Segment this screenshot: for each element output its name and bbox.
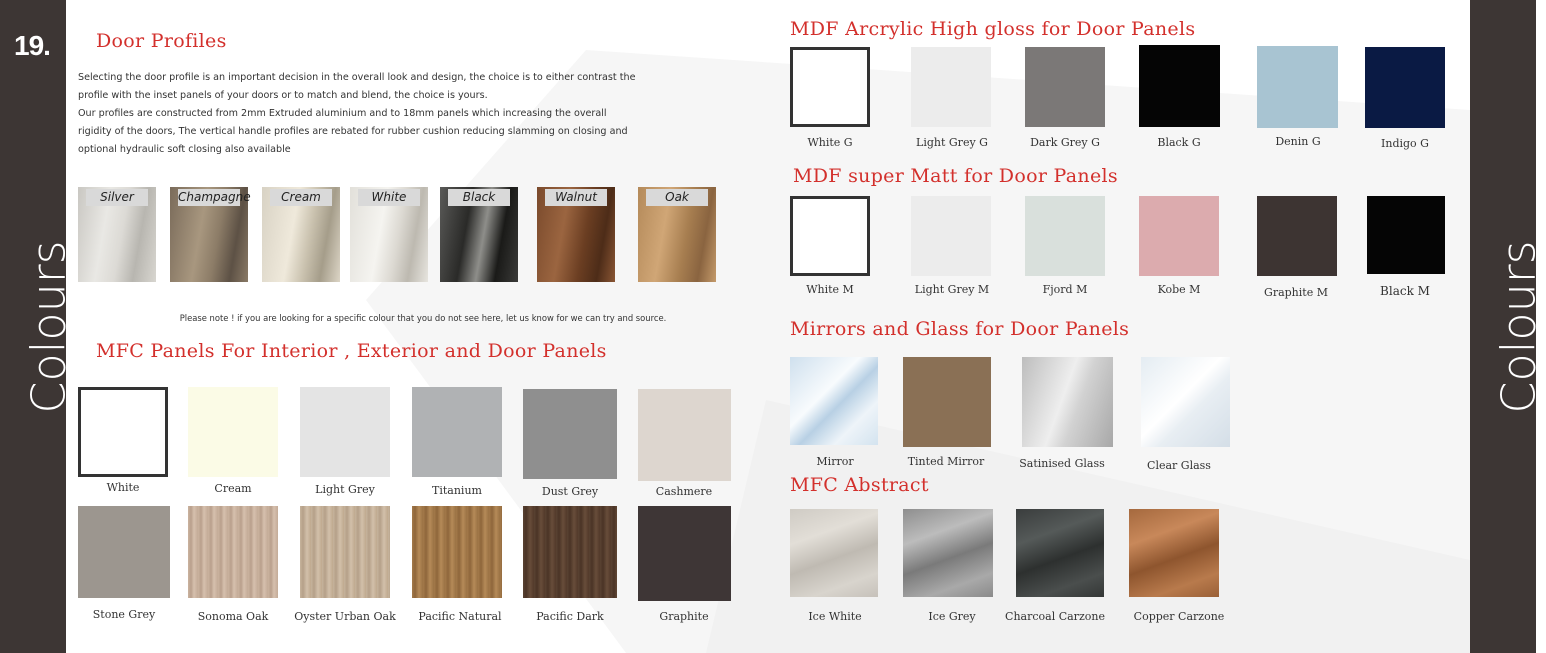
swatch-caption: Cream: [214, 482, 252, 495]
door-profiles-title: Door Profiles: [96, 30, 227, 52]
swatch-charcoal-carzone: [1016, 509, 1104, 597]
swatch-caption: White M: [806, 283, 854, 296]
swatch-caption: Copper Carzone: [1133, 610, 1225, 623]
swatch-light-grey: [300, 387, 390, 477]
swatch-pacific-dark: [523, 506, 617, 598]
swatch-caption: Black G: [1157, 136, 1201, 149]
swatch-white: [78, 387, 168, 477]
swatch-caption: Tinted Mirror: [907, 455, 985, 468]
swatch-cream: [188, 387, 278, 477]
swatch-caption: Denin G: [1275, 135, 1321, 148]
mdf-gloss-title: MDF Arcrylic High gloss for Door Panels: [790, 18, 1196, 40]
swatch-caption: Ice Grey: [928, 610, 976, 623]
swatch-caption: Ice White: [808, 610, 862, 623]
swatch-cashmere: [638, 389, 731, 481]
swatch-caption: Titanium: [432, 484, 482, 497]
profile-white: [350, 187, 428, 282]
profile-champagne: [170, 187, 251, 282]
side-label-right: Colours: [1491, 240, 1546, 414]
swatch-black-g: [1139, 45, 1220, 127]
description-line: Our profiles are constructed from 2mm Extruded aluminium and to 18mm panels which increasing the overall: [78, 108, 607, 119]
door-profiles-description: [78, 69, 648, 159]
swatch-caption: Pacific Natural: [418, 610, 502, 623]
description-line: profile with the inset panels of your doors or to match and blend, the choice is yours.: [78, 90, 488, 101]
side-label-left: Colours: [21, 240, 76, 414]
swatch-white-g: [790, 47, 870, 127]
profile-cream: [262, 187, 340, 282]
profile-walnut: [537, 187, 615, 282]
swatch-caption: Cashmere: [655, 485, 713, 498]
swatch-fjord-m: [1025, 196, 1105, 276]
swatch-caption: Mirror: [816, 455, 854, 468]
profile-label: Cream: [270, 189, 332, 206]
swatch-caption: White: [106, 481, 140, 494]
swatch-black-m: [1367, 196, 1445, 274]
mirrors-title: Mirrors and Glass for Door Panels: [790, 318, 1130, 340]
description-line: Selecting the door profile is an important decision in the overall look and design, the choice is to either contrast the: [78, 72, 636, 83]
page-number: 19.: [14, 30, 50, 61]
swatch-kobe-m: [1139, 196, 1219, 276]
swatch-caption: Clear Glass: [1147, 459, 1211, 472]
swatch-clear-glass: [1141, 357, 1230, 447]
swatch-caption: Indigo G: [1381, 137, 1429, 150]
swatch-caption: Black M: [1380, 284, 1430, 298]
swatch-caption: Charcoal Carzone: [1005, 610, 1105, 623]
description-line: rigidity of the doors, The vertical handle profiles are rebated for rubber cushion reducing slamming on closing and: [78, 126, 628, 137]
swatch-caption: Fjord M: [1042, 283, 1088, 296]
swatch-ice-grey: [903, 509, 993, 597]
profile-label: White: [358, 189, 420, 206]
swatch-indigo-g: [1365, 47, 1445, 128]
swatch-dark-grey-g: [1025, 47, 1105, 127]
swatch-caption: Kobe M: [1157, 283, 1201, 296]
swatch-caption: Satinised Glass: [1019, 457, 1105, 470]
profile-label: Black: [448, 189, 510, 206]
swatch-pacific-natural: [412, 506, 502, 598]
swatch-caption: Stone Grey: [92, 608, 156, 621]
profile-label: Champagne: [178, 190, 251, 204]
swatch-light-grey-g: [911, 47, 991, 127]
swatch-caption: Dust Grey: [541, 485, 599, 498]
swatch-caption: White G: [807, 136, 853, 149]
swatch-caption: Light Grey: [315, 483, 375, 496]
profile-label: Oak: [646, 189, 708, 206]
swatch-satinised-glass: [1022, 357, 1113, 447]
swatch-dust-grey: [523, 389, 617, 479]
swatch-sonoma-oak: [188, 506, 278, 598]
swatch-oyster-urban-oak: [300, 506, 390, 598]
swatch-denin-g: [1257, 46, 1338, 128]
swatch-caption: Graphite M: [1264, 286, 1328, 299]
swatch-caption: Oyster Urban Oak: [294, 610, 396, 623]
swatch-light-grey-m: [911, 196, 991, 276]
swatch-caption: Graphite: [659, 610, 709, 623]
profile-oak: [638, 187, 716, 282]
swatch-tinted-mirror: [903, 357, 991, 447]
swatch-caption: Light Grey M: [914, 283, 990, 296]
profile-black: [440, 187, 518, 282]
swatch-titanium: [412, 387, 502, 477]
swatch-caption: Light Grey G: [916, 136, 988, 149]
mdf-matt-title: MDF super Matt for Door Panels: [793, 165, 1118, 187]
mfc-abstract-title: MFC Abstract: [790, 474, 929, 496]
mfc-panels-title: MFC Panels For Interior , Exterior and Door Panels: [96, 340, 607, 362]
description-line: optional hydraulic soft closing also available: [78, 144, 291, 155]
swatch-caption: Pacific Dark: [536, 610, 604, 623]
profile-label: Walnut: [545, 189, 607, 206]
swatch-caption: Sonoma Oak: [197, 610, 269, 623]
swatch-graphite: [638, 506, 731, 601]
profile-label: Silver: [86, 189, 148, 206]
swatch-copper-carzone: [1129, 509, 1219, 597]
colour-note: Please note ! if you are looking for a specific colour that you do not see here, let us know for we can try and source.: [179, 313, 667, 323]
swatch-graphite-m: [1257, 196, 1337, 276]
swatch-mirror: [790, 357, 878, 445]
profile-silver: [78, 187, 156, 282]
swatch-white-m: [790, 196, 870, 276]
swatch-caption: Dark Grey G: [1030, 136, 1100, 149]
swatch-stone-grey: [78, 506, 170, 598]
swatch-ice-white: [790, 509, 878, 597]
